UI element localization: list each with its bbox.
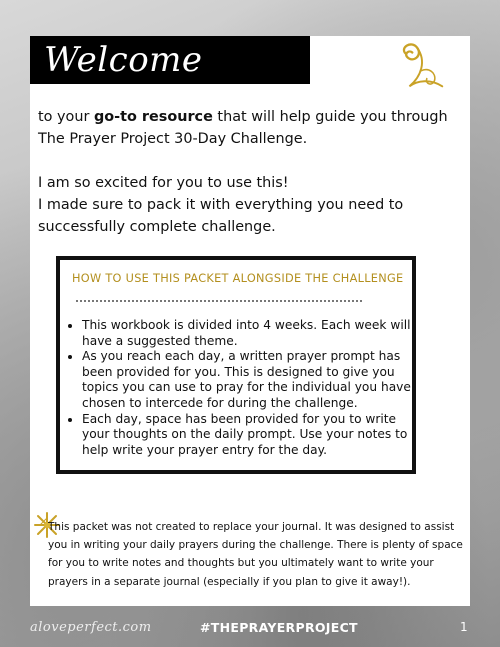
dotted-divider [76,300,362,302]
footer-website: aloveperfect.com [30,620,152,635]
footer-hashtag: #THEPRAYERPROJECT [200,620,358,635]
closing-note: This packet was not created to replace your journal. It was designed to assist you in writing your daily prayers during the challenge. There is plenty of space for you to write notes and thoughts but you ultimately want to write your prayers in a separate journal (especially if you plan to give it away!). [48,521,463,588]
how-to-item-1: • This workbook is divided into 4 weeks. Each week will have a suggested theme. [82,318,422,349]
gold-swirl-icon [392,38,450,96]
intro-paragraph-2: I am so excited for you to use this! I made sure to pack it with everything you need to successfully complete challenge. [38,175,404,235]
intro-paragraph-1: to your go-to resource that will help guide you through The Prayer Project 30-Day Challenge. [38,109,448,147]
how-to-item-2: • As you reach each day, a written prayer prompt has been provided for you. This is designed to give you topics you can use to pray for the individual you have chosen to intercede for during the challenge. [82,349,422,411]
page-number: 1 [460,620,468,634]
intro-emphasis: go-to resource [93,109,213,125]
how-to-use-box [56,256,416,474]
how-to-title: HOW TO USE THIS PACKET ALONGSIDE THE CHALLENGE [72,272,404,285]
how-to-list [64,318,422,458]
title-banner [30,36,310,84]
intro-text [38,106,458,238]
how-to-item-3: • Each day, space has been provided for you to write your thoughts on the daily prompt. Use your notes to help write your prayer entry for the day. [82,412,422,459]
page-title: Welcome [44,40,203,80]
welcome-page [30,36,470,606]
